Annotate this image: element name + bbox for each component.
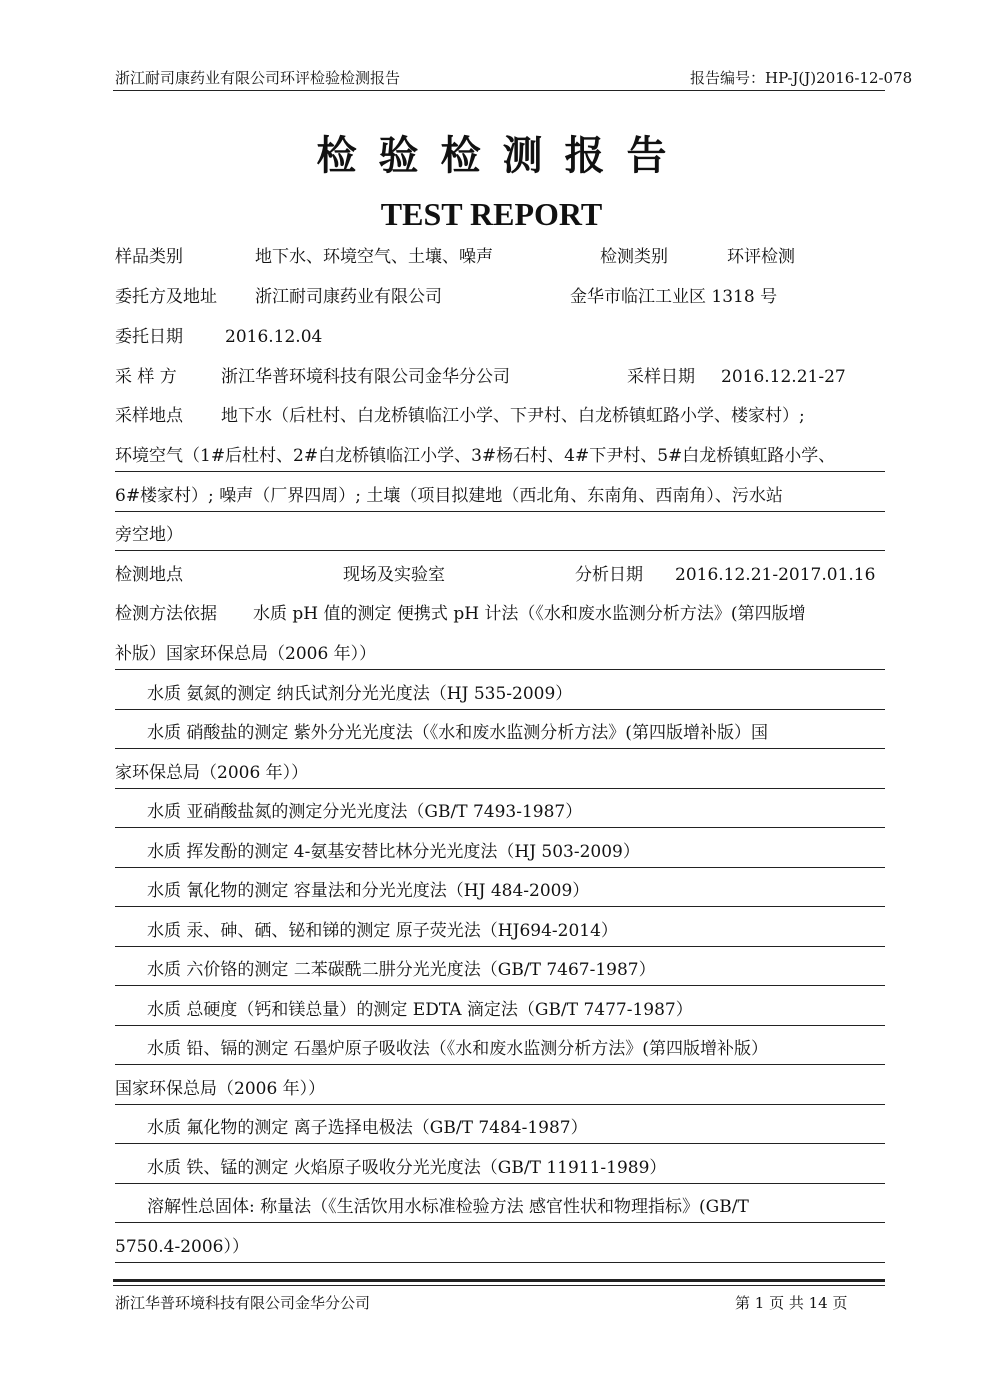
method-label: 检测方法依据	[115, 604, 217, 624]
sampling-site-line-1: 地下水（后杜村、白龙桥镇临江小学、下尹村、白龙桥镇虹路小学、楼家村）;	[221, 406, 805, 426]
footer-company: 浙江华普环境科技有限公司金华分公司	[115, 1294, 371, 1312]
sample-type-value: 地下水、环境空气、土壤、噪声	[255, 247, 493, 267]
analysis-date-label: 分析日期	[575, 565, 643, 585]
sampling-date-value: 2016.12.21-27	[721, 367, 846, 387]
method-line-1: 水质 pH 值的测定 便携式 pH 计法（《水和废水监测分析方法》(第四版增	[253, 604, 806, 624]
sampling-site-line-4: 旁空地）	[115, 525, 183, 545]
sample-type-label: 样品类别	[115, 247, 183, 267]
analysis-date-value: 2016.12.21-2017.01.16	[675, 565, 876, 585]
method-item: 水质 硝酸盐的测定 紫外分光光度法（《水和废水监测分析方法》(第四版增补版）国	[115, 718, 885, 749]
client-label: 委托方及地址	[115, 287, 217, 307]
method-item: 国家环保总局（2006 年））	[115, 1074, 885, 1105]
method-item: 水质 氨氮的测定 纳氏试剂分光光度法（HJ 535-2009）	[115, 679, 885, 710]
test-site-value: 现场及实验室	[343, 565, 445, 585]
method-item: 家环保总局（2006 年））	[115, 758, 885, 789]
method-item: 水质 铁、锰的测定 火焰原子吸收分光光度法（GB/T 11911-1989）	[115, 1153, 885, 1184]
header-report-number: 报告编号：HP-J(J)2016-12-078	[690, 69, 913, 87]
sampling-date-label: 采样日期	[627, 367, 695, 387]
row-client	[115, 282, 885, 312]
header-divider	[113, 90, 885, 91]
sampler-label: 采 样 方	[115, 367, 177, 387]
row-sample-type	[115, 242, 885, 272]
commission-date-label: 委托日期	[115, 327, 183, 347]
method-item: 水质 六价铬的测定 二苯碳酰二肼分光光度法（GB/T 7467-1987）	[115, 955, 885, 986]
sampling-site-label: 采样地点	[115, 406, 183, 426]
row-test-site	[115, 560, 885, 590]
method-item: 水质 汞、砷、硒、铋和锑的测定 原子荧光法（HJ694-2014）	[115, 916, 885, 947]
sampler-value: 浙江华普环境科技有限公司金华分公司	[221, 367, 510, 387]
footer-page-number: 第 1 页 共 14 页	[735, 1294, 848, 1312]
row-sampling-site-2	[115, 441, 885, 472]
footer-divider-thick	[113, 1279, 885, 1282]
method-item: 水质 总硬度（钙和镁总量）的测定 EDTA 滴定法（GB/T 7477-1987）	[115, 995, 885, 1026]
title-english: TEST REPORT	[380, 196, 603, 232]
row-sampling-site	[115, 401, 885, 431]
client-address: 金华市临江工业区 1318 号	[570, 287, 778, 307]
method-item: 水质 氰化物的测定 容量法和分光光度法（HJ 484-2009）	[115, 876, 885, 907]
method-item: 水质 氟化物的测定 离子选择电极法（GB/T 7484-1987）	[115, 1113, 885, 1144]
row-commission-date	[115, 322, 885, 352]
method-line-2: 补版）国家环保总局（2006 年））	[115, 644, 377, 664]
row-method	[115, 599, 885, 629]
test-type-label: 检测类别	[600, 247, 668, 267]
sampling-site-line-2: 环境空气（1#后杜村、2#白龙桥镇临江小学、3#杨石村、4#下尹村、5#白龙桥镇虹路小学、	[115, 446, 836, 466]
method-item: 5750.4-2006））	[115, 1232, 885, 1263]
row-sampling-site-4	[115, 520, 885, 551]
method-item: 水质 亚硝酸盐氮的测定分光光度法（GB/T 7493-1987）	[115, 797, 885, 828]
title-chinese: 检验检测报告	[316, 132, 689, 179]
test-type-value: 环评检测	[727, 247, 795, 267]
commission-date-value: 2016.12.04	[225, 327, 323, 347]
method-item: 水质 铅、镉的测定 石墨炉原子吸收法（《水和废水监测分析方法》(第四版增补版）	[115, 1034, 885, 1065]
row-sampler	[115, 362, 885, 392]
test-site-label: 检测地点	[115, 565, 183, 585]
method-item: 溶解性总固体: 称量法（《生活饮用水标准检验方法 感官性状和物理指标》(GB/T	[115, 1192, 885, 1223]
row-sampling-site-3	[115, 481, 885, 512]
footer-divider-thin	[113, 1285, 885, 1286]
row-method-2	[115, 639, 885, 670]
sampling-site-line-3: 6#楼家村）; 噪声（厂界四周）; 土壤（项目拟建地（西北角、东南角、西南角）、污水站	[115, 486, 783, 506]
method-item: 水质 挥发酚的测定 4-氨基安替比林分光光度法（HJ 503-2009）	[115, 837, 885, 868]
header-company: 浙江耐司康药业有限公司环评检验检测报告	[115, 69, 401, 87]
client-name: 浙江耐司康药业有限公司	[255, 287, 442, 307]
